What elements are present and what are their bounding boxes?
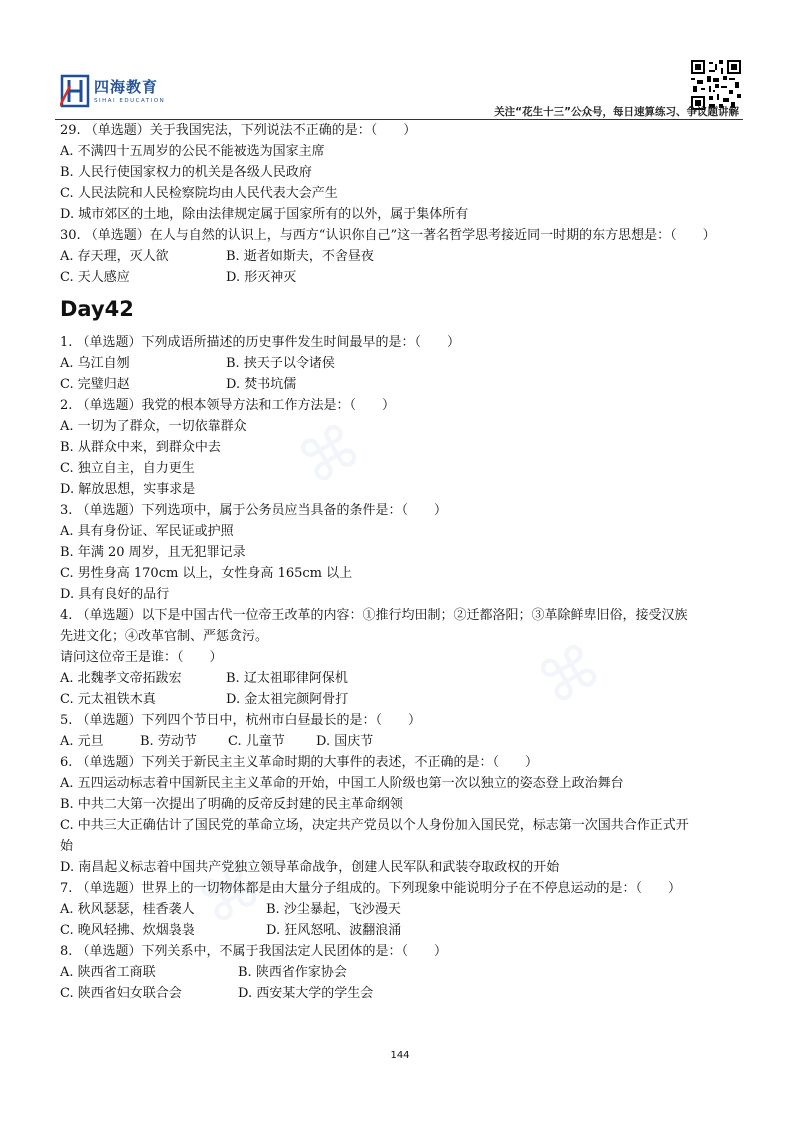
option-b: B. 辽太祖耶律阿保机 [226, 671, 348, 686]
question-stem: 30. （单选题）在人与自然的认识上，与西方“认识你自己”这一著名哲学思考接近同一时期的东方思想是：（ ） [60, 228, 716, 243]
option-row [60, 374, 750, 395]
option-a: A. 乌江自刎 [60, 356, 130, 371]
watermark-logo: ⌘ [526, 629, 614, 721]
option-c: C. 儿童节 [228, 734, 285, 749]
logo-mark-icon [60, 72, 90, 110]
page-number: 144 [390, 1050, 410, 1061]
option-d: D. 形灭神灭 [226, 270, 297, 285]
option-row [60, 962, 750, 983]
option-b: B. 人民行使国家权力的机关是各级人民政府 [60, 165, 312, 180]
question-stem: 29. （单选题）关于我国宪法，下列说法不正确的是：（ ） [60, 123, 417, 138]
option-a: A. 秋风瑟瑟，桂香袭人 [60, 902, 195, 917]
option-row [60, 668, 750, 689]
option-a: A. 不满四十五周岁的公民不能被选为国家主席 [60, 144, 325, 159]
page-header [55, 58, 743, 118]
option-c: C. 男性身高 170cm 以上，女性身高 165cm 以上 [60, 566, 353, 581]
option-c: C. 元太祖铁木真 [60, 692, 156, 707]
option-b: B. 挟天子以令诸侯 [226, 356, 335, 371]
question-stem-cont: 先进文化；④改革官制、严惩贪污。 [60, 629, 269, 644]
header-slogan: 关注“花生十三”公众号，每日速算练习、争议题讲解 [494, 106, 739, 118]
option-b: B. 逝者如斯夫，不舍昼夜 [226, 249, 374, 264]
question-stem: 5. （单选题）下列四个节日中，杭州市白昼最长的是：（ ） [60, 713, 422, 728]
logo-text: 四海教育 [94, 78, 159, 96]
option-d: D. 解放思想，实事求是 [60, 482, 196, 497]
brand-logo [60, 72, 190, 112]
question-stem: 8. （单选题）下列关系中，不属于我国法定人民团体的是：（ ） [60, 944, 448, 959]
option-d: D. 国庆节 [316, 734, 374, 749]
option-row [60, 267, 750, 288]
question-stem: 1. （单选题）下列成语所描述的历史事件发生时间最早的是：（ ） [60, 335, 461, 350]
option-a: A. 元旦 [60, 734, 104, 749]
qr-code-icon [691, 60, 741, 110]
logo-subtext: SIHAI EDUCATION [94, 98, 166, 104]
question-stem: 4. （单选题）以下是中国古代一位帝王改革的内容：①推行均田制；②迁都洛阳；③革除鲜卑旧俗，接受汉族 [60, 608, 688, 623]
option-row [60, 353, 750, 374]
watermark-logo: ⌘ [186, 849, 274, 941]
option-c: C. 晚风轻拂、炊烟袅袅 [60, 923, 195, 938]
option-a: A. 陕西省工商联 [60, 965, 156, 980]
option-d: D. 南昌起义标志着中国共产党独立领导革命战争，创建人民军队和武装夺取政权的开始 [60, 860, 560, 875]
option-b: B. 陕西省作家协会 [238, 965, 347, 980]
question-stem: 7. （单选题）世界上的一切物体都是由大量分子组成的。下列现象中能说明分子在不停息运动的是：（ ） [60, 881, 682, 896]
option-b: B. 中共二大第一次提出了明确的反帝反封建的民主革命纲领 [60, 797, 403, 812]
option-row [60, 920, 750, 941]
question-list [60, 120, 750, 1004]
option-b: B. 年满 20 周岁，且无犯罪记录 [60, 545, 246, 560]
option-a: A. 具有身份证、军民证或护照 [60, 524, 234, 539]
option-d: D. 金太祖完颜阿骨打 [226, 692, 349, 707]
option-d: D. 城市郊区的土地，除由法律规定属于国家所有的以外，属于集体所有 [60, 207, 469, 222]
question-stem-cont: 请问这位帝王是谁：（ ） [60, 650, 223, 665]
option-d: D. 狂风怒吼、波翻浪涌 [266, 923, 402, 938]
option-c-cont: 始 [60, 839, 74, 854]
option-c: C. 陕西省妇女联合会 [60, 986, 182, 1001]
watermark-logo: ⌘ [286, 409, 374, 501]
option-row [60, 899, 750, 920]
option-c: C. 中共三大正确估计了国民党的革命立场，决定共产党员以个人身份加入国民党，标志第一次国共合作正式开 [60, 818, 689, 833]
question-stem: 6. （单选题）下列关于新民主主义革命时期的大事件的表述，不正确的是：（ ） [60, 755, 539, 770]
option-d: D. 焚书坑儒 [226, 377, 297, 392]
option-c: C. 天人感应 [60, 270, 130, 285]
option-b: B. 沙尘暴起，飞沙漫天 [266, 902, 401, 917]
option-c: C. 人民法院和人民检察院均由人民代表大会产生 [60, 186, 338, 201]
question-stem: 3. （单选题）下列选项中，属于公务员应当具备的条件是：（ ） [60, 503, 448, 518]
option-row [60, 689, 750, 710]
option-b: B. 从群众中来，到群众中去 [60, 440, 221, 455]
option-d: D. 具有良好的品行 [60, 587, 170, 602]
option-c: C. 独立自主，自力更生 [60, 461, 195, 476]
option-row [60, 246, 750, 267]
option-d: D. 西安某大学的学生会 [238, 986, 374, 1001]
option-a: A. 存天理，灭人欲 [60, 249, 169, 264]
option-c: C. 完璧归赵 [60, 377, 130, 392]
day-title: Day42 [60, 297, 134, 321]
option-b: B. 劳动节 [140, 734, 197, 749]
option-row [60, 731, 750, 752]
option-a: A. 一切为了群众，一切依靠群众 [60, 419, 247, 434]
option-a: A. 五四运动标志着中国新民主主义革命的开始，中国工人阶级也第一次以独立的姿态登上政治舞台 [60, 776, 624, 791]
option-a: A. 北魏孝文帝拓跋宏 [60, 671, 182, 686]
option-row [60, 983, 750, 1004]
question-stem: 2. （单选题）我党的根本领导方法和工作方法是：（ ） [60, 398, 396, 413]
